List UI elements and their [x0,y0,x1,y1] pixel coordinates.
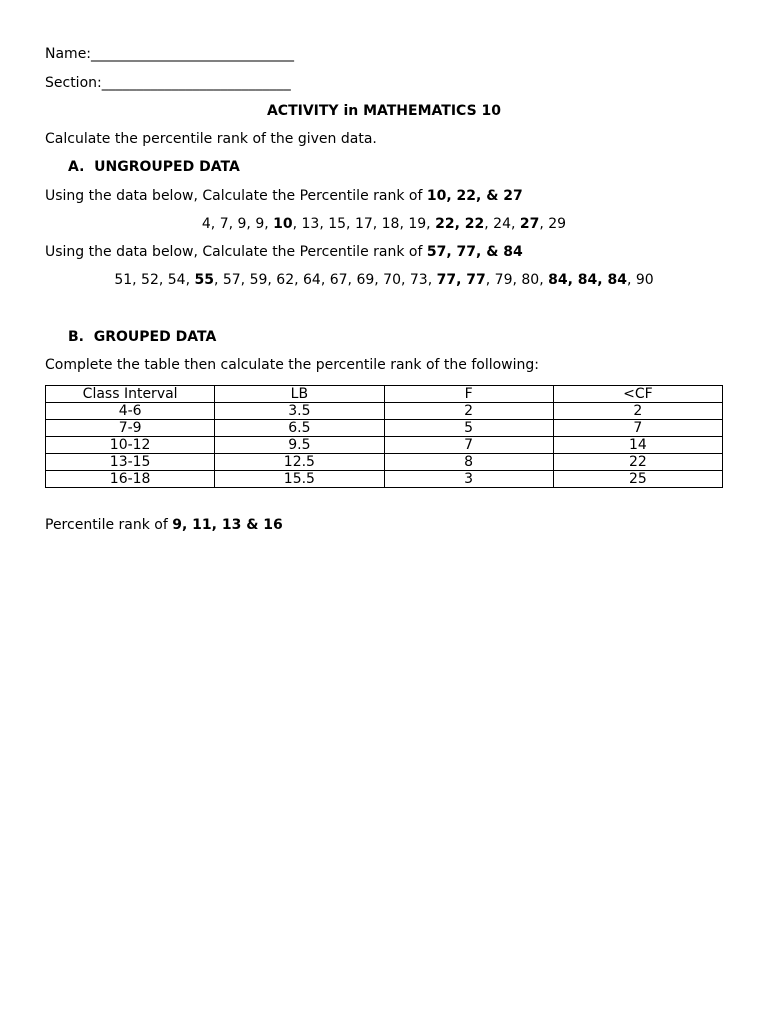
cell-class-interval: 10-12 [46,437,215,454]
cell-class-interval: 7-9 [46,420,215,437]
final-prompt: Percentile rank of [45,517,173,533]
data-value: , 24, [484,216,520,232]
task1-targets: 10, 22, & 27 [426,188,523,204]
data-value: , 90 [626,272,654,288]
cell-class-interval: 13-15 [46,454,215,471]
data-value: , 13, 15, 17, 18, 19, [292,216,436,232]
part-a-letter: A. [68,159,85,175]
task2-prompt: Using the data below, Calculate the Percentile rank of [45,244,427,260]
final-prompt-line [45,516,283,534]
part-a-heading [68,158,240,176]
table-row [46,420,723,437]
table-row [46,454,723,471]
cell-lb: 6.5 [215,420,384,437]
task2-targets: 57, 77, & 84 [426,244,523,260]
task2-data-line [0,271,768,289]
section-field[interactable]: Section:___________________________ [45,75,291,91]
cell-cf: 22 [553,454,722,471]
task1-prompt: Using the data below, Calculate the Percentile rank of [45,188,427,204]
table-row [46,471,723,488]
cell-cf: 2 [553,403,722,420]
cell-cf: 14 [553,437,722,454]
name-field[interactable]: Name:_____________________________ [45,46,295,62]
task2-prompt-line [45,243,523,261]
data-value: , 57, 59, 62, 64, 67, 69, 70, 73, [213,272,437,288]
data-value: , 79, 80, [485,272,549,288]
cell-lb: 15.5 [215,471,384,488]
task1-prompt-line [45,187,523,205]
cell-f: 5 [384,420,553,437]
highlighted-value: 55 [194,272,214,288]
table-header-row [46,386,723,403]
table-row [46,437,723,454]
highlighted-value: 84, 84, 84 [548,272,627,288]
instructions: Calculate the percentile rank of the given data. [45,131,377,147]
cell-f: 7 [384,437,553,454]
table-row [46,403,723,420]
cell-f: 8 [384,454,553,471]
data-value: 51, 52, 54, [114,272,195,288]
highlighted-value: 10 [273,216,293,232]
page-title: ACTIVITY in MATHEMATICS 10 [266,103,502,119]
cell-lb: 12.5 [215,454,384,471]
task1-data-line [0,215,768,233]
data-value: , 29 [539,216,567,232]
part-a-title: UNGROUPED DATA [94,159,240,175]
cell-cf: 25 [553,471,722,488]
col-header-lb: LB [215,386,384,403]
col-header-cf: <CF [553,386,722,403]
col-header-f: F [384,386,553,403]
part-b-title: GROUPED DATA [93,329,217,345]
highlighted-value: 22, 22 [435,216,485,232]
cell-lb: 3.5 [215,403,384,420]
cell-class-interval: 16-18 [46,471,215,488]
data-value: 4, 7, 9, 9, [201,216,274,232]
highlighted-value: 77, 77 [436,272,486,288]
cell-cf: 7 [553,420,722,437]
cell-f: 3 [384,471,553,488]
cell-lb: 9.5 [215,437,384,454]
cell-class-interval: 4-6 [46,403,215,420]
final-targets: 9, 11, 13 & 16 [172,517,283,533]
part-b-instruction: Complete the table then calculate the percentile rank of the following: [45,357,539,373]
cell-f: 2 [384,403,553,420]
grouped-data-table [45,385,723,488]
col-header-class-interval: Class Interval [46,386,215,403]
part-b-heading [68,328,216,346]
highlighted-value: 27 [519,216,540,232]
part-b-letter: B. [68,329,84,345]
